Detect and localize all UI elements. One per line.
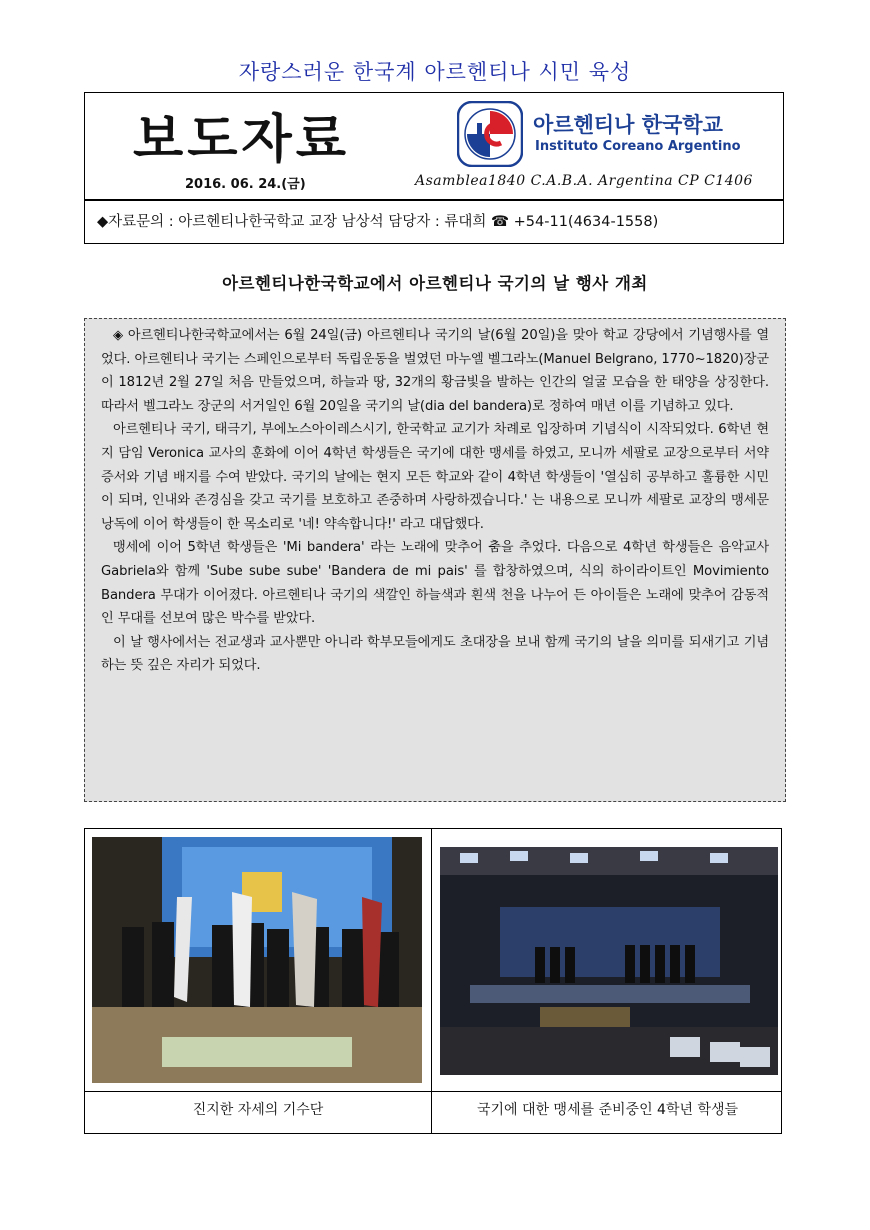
column-divider <box>431 829 432 1133</box>
photo-table <box>84 828 782 1134</box>
left-photo-caption: 진지한 자세의 기수단 <box>192 1102 324 1118</box>
release-date: 2016. 06. 24.(금) <box>185 177 306 192</box>
article-headline: 아르헨티나한국학교에서 아르헨티나 국기의 날 행사 개최 <box>222 274 648 293</box>
flag-bearers-photo <box>92 837 422 1083</box>
right-photo-caption: 국기에 대한 맹세를 준비중인 4학년 학생들 <box>476 1102 739 1118</box>
school-name-spanish: Instituto Coreano Argentino <box>535 139 741 154</box>
contact-info: ◆자료문의 : 아르헨티나한국학교 교장 남상석 담당자 : 류대희 ☎ +54-11(4634-1558) <box>97 214 659 230</box>
header-divider <box>85 199 783 201</box>
paragraph: 아르헨티나 국기, 태극기, 부에노스아이레스시기, 한국학교 교기가 차례로 입장하며 기념식이 시작되었다. 6학년 현지 담임 Veronica 교사의 훈화에 이어 4학년 학생들은 국기에 대한 맹세를 하였고, 모니까 세팔로 교장으로부터 서약증서와 기념 배지를 수여 받았다. 국기의 날에는 현지 모든 학교와 같이 4학년 학생들이 '열심히 공부하고 훌륭한 시민이 되며, 인내와 존경심을 갖고 국기를 보호하고 존중하며 사랑하겠습니다.' 는 내용으로 모니까 세팔로 교장의 맹세문 낭독에 이어 학생들이 한 목소리로 '네! 약속합니다!' 라고 대답했다. <box>101 422 769 532</box>
paragraph: ◈ 아르헨티나한국학교에서는 6월 24일(금) 아르헨티나 국기의 날(6월 20일)을 맞아 학교 강당에서 기념행사를 열었다. 아르헨티나 국기는 스페인으로부터 독립운동을 벌였던 마누엘 벨그라노(Manuel Belgrano, 1770~1820)장군이 1812년 2월 27일 처음 만들었으며, 하늘과 땅, 32개의 황금빛을 발하는 인간의 얼굴 모습을 한 태양을 상징한다. 따라서 벨그라노 장군의 서거일인 6월 20일을 국기의 날(dia del bandera)로 정하여 매년 이를 기념하고 있다. <box>101 328 769 414</box>
press-header <box>84 92 784 244</box>
slogan: 자랑스러운 한국계 아르헨티나 시민 육성 <box>238 60 632 84</box>
row-divider <box>85 1091 781 1092</box>
paragraph: 이 날 행사에서는 전교생과 교사뿐만 아니라 학부모들에게도 초대장을 보내 함께 국기의 날을 의미를 되새기고 기념하는 뜻 깊은 자리가 되었다. <box>101 634 769 674</box>
pledge-stage-photo <box>440 847 778 1075</box>
press-release-title: 보도자료 <box>133 110 350 170</box>
paragraph: 맹세에 이어 5학년 학생들은 'Mi bandera' 라는 노래에 맞추어 춤을 추었다. 다음으로 4학년 학생들은 음악교사 Gabriela와 함께 'Sube sube sube' 'Bandera de mi pais' 를 합창하였으며, 식의 하이라이트인 Movimiento Bandera 무대가 이어졌다. 아르헨티나 국기의 색깔인 하늘색과 흰색 천을 나누어 든 아이들은 노래에 맞추어 감동적인 무대를 선보여 많은 박수를 받았다. <box>101 540 769 627</box>
article-body <box>84 318 786 802</box>
school-address: Asamblea1840 C.A.B.A. Argentina CP C1406 <box>415 173 753 189</box>
school-name-korean: 아르헨티나 한국학교 <box>533 113 723 137</box>
school-logo-icon <box>457 101 523 167</box>
